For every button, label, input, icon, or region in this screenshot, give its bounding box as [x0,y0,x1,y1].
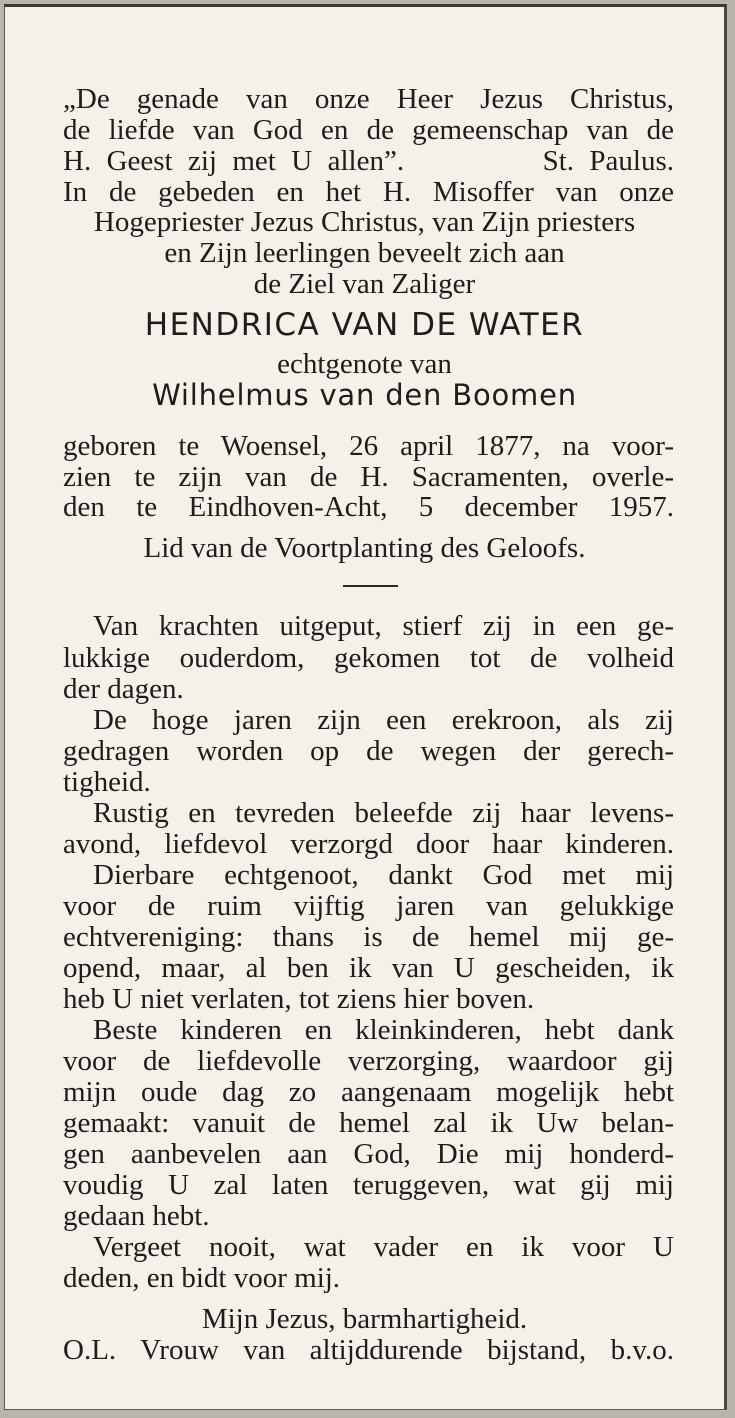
body-line: heb U niet verlaten, tot ziens hier boven. [63,983,535,1015]
body-line: lukkige ouderdom, gekomen tot de volheid [63,642,674,674]
body-line: Dierbare echtgenoot, dankt God met mij [93,859,674,891]
body-line: avond, liefdevol verzorgd door haar kinderen. [63,828,674,860]
intro-line: In de gebeden en het H. Misoffer van onze [63,176,674,208]
intro-line: en Zijn leerlingen beveelt zich aan [164,237,565,269]
deceased-name: HENDRICA VAN DE WATER [144,307,585,343]
relation-text: echtgenote van [277,348,452,380]
birth-death-line: den te Eindhoven-Acht, 5 december 1957. [63,491,674,523]
body-line: tigheid. [63,766,151,798]
intro-line: Hogepriester Jezus Christus, van Zijn priesters [93,206,636,238]
intro-line: H. Geest zij met U allen”. St. Paulus. [63,145,674,177]
body-line: gemaakt: vanuit de hemel zal ik Uw belan- [63,1107,674,1139]
closing-line: Mijn Jezus, barmhartigheid. [201,1303,528,1335]
body-line: gedragen worden op de wegen der gerech- [63,735,674,767]
memorial-card [4,4,727,1410]
body-line: voor de liefdevolle verzorging, waardoor gij [63,1045,674,1077]
body-line: der dagen. [63,673,184,705]
body-line: Rustig en tevreden beleefde zij haar levens- [93,797,674,829]
membership-text: Lid van de Voortplanting des Geloofs. [143,532,586,564]
birth-death-line: zien te zijn van de H. Sacramenten, overle- [63,461,674,493]
body-line: mijn oude dag zo aangenaam mogelijk hebt [63,1076,674,1108]
intro-line: de Ziel van Zaliger [253,268,476,300]
body-line: voor de ruim vijftig jaren van gelukkige [63,890,674,922]
body-line: opend, maar, al ben ik van U gescheiden, ik [63,952,674,984]
body-line: Vergeet nooit, wat vader en ik voor U [93,1231,674,1263]
body-line: voudig U zal laten teruggeven, wat gij mij [63,1169,674,1201]
body-line: deden, en bidt voor mij. [63,1262,341,1294]
body-line: echtvereniging: thans is de hemel mij ge- [63,921,674,953]
body-line: Beste kinderen en kleinkinderen, hebt dank [93,1014,674,1046]
body-line: gen aanbevelen aan God, Die mij honderd- [63,1138,674,1170]
birth-death-line: geboren te Woensel, 26 april 1877, na voor- [63,430,674,462]
body-line: gedaan hebt. [63,1200,210,1232]
spouse-name: Wilhelmus van den Boomen [152,378,577,412]
divider [343,585,398,587]
body-line: Van krachten uitgeput, stierf zij in een ge- [93,610,674,642]
intro-line: „De genade van onze Heer Jezus Christus, [63,83,674,115]
body-line: De hoge jaren zijn een erekroon, als zij [93,704,674,736]
intro-line: de liefde van God en de gemeenschap van de [63,114,674,146]
closing-line: O.L. Vrouw van altijddurende bijstand, b.v.o. [63,1334,674,1366]
